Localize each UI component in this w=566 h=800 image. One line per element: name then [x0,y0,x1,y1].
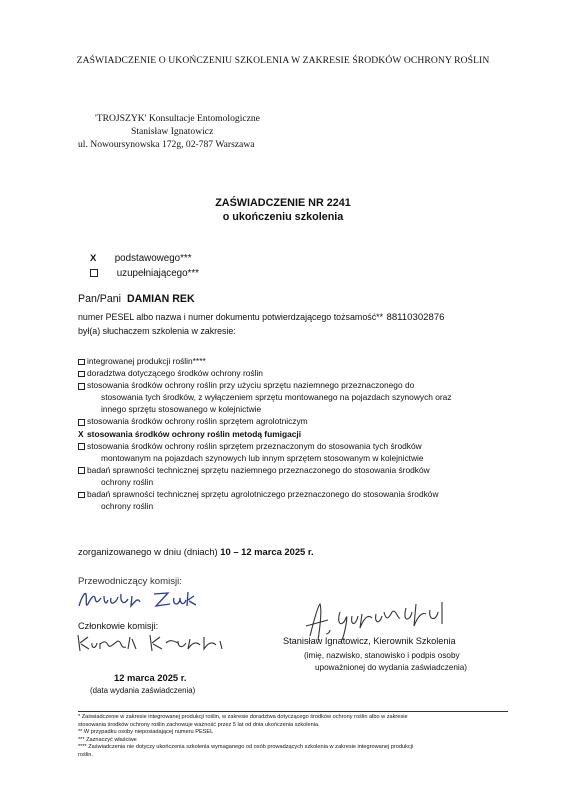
footnote-line: stosowania środków ochrony roślin zachowuje ważność przez 5 lat od dnia ukończenia szkolenia. [78,721,320,728]
issue-date-caption: (data wydania zaświadczenia) [90,686,196,695]
footnote-line: ** W przypadku osoby nieposiadającej numeru PESEL [78,729,214,736]
scope-item-selected: X stosowania środków ochrony roślin metodą fumigacji [78,428,302,439]
organizer-line-2: Stanisław Ignatowicz [131,126,214,137]
checkbox-empty [90,269,98,277]
commission-members-label: Członkowie komisji: [78,621,159,631]
checkbox-empty [78,443,85,450]
checkbox-empty [78,467,85,474]
commission-chair-label: Przewodniczący komisji: [78,576,182,587]
organized-prefix: zorganizowanego w dniu (dniach) [78,546,218,557]
person-prefix: Pan/Pani [78,293,121,305]
checkbox-empty [78,383,85,390]
scope-item: stosowania środków ochrony roślin przy użyciu sprzętu naziemnego przeznaczonego do stosowania tych środków, z wyłączeniem sprzętu montowanego na pojazdach szynowych oraz innego sprzętu stosowanego w kolejnictwie [78,379,508,415]
footnote-line: *** Zaznaczyć właściwe [78,736,137,743]
person-name: DAMIAN REK [126,293,195,305]
checkbox-empty [78,419,85,426]
checkmark-x: X [90,253,97,264]
certificate-number: ZAŚWIADCZENIE NR 2241 [215,197,351,209]
issue-date: 12 marca 2025 r. [114,672,187,683]
footnote-line: **** Zaświadczenia nie dotyczy ukończenia szkolenia wymaganego od osób prowadzących szkolenia w zakresie integrowanej produkcji [78,744,414,751]
organized-dates: 10 – 12 marca 2025 r. [220,546,314,557]
organized-line [78,546,314,557]
person-id-label: numer PESEL albo nazwa i numer dokumentu potwierdzającego tożsamość** [78,312,384,322]
document-header: ZAŚWIADCZENIE O UKOŃCZENIU SZKOLENIA W ZAKRESIE ŚRODKÓW OCHRONY ROŚLIN [76,55,490,66]
footnote-line: roślin. [78,751,93,758]
scope-item: badań sprawności technicznej sprzętu naziemnego przeznaczonego do stosowania środków ochrony roślin [78,464,508,488]
chair-signature [76,586,206,614]
members-signature [74,631,234,655]
organizer-line-1: 'TROJSZYK' Konsultacje Entomologiczne [95,113,260,124]
scope-item: stosowania środków ochrony roślin sprzętem przeznaczonym do stosowania tych środków montowanym na pojazdach szynowych lub innym sprzętem stosowanym w kolejnictwie [78,440,508,464]
scope-item: doradztwa dotyczącego środków ochrony roślin [78,367,508,379]
organizer-line-3: ul. Nowoursynowska 172g, 02-787 Warszawa [78,139,255,150]
training-type-supplementary [90,268,199,279]
checkbox-empty [78,492,85,499]
issuer-name: Stanisław Ignatowicz, Kierownik Szkolenia [283,636,456,646]
footnote-line: * Zaświadczenie w zakresie integrowanej produkcji roślin, w zakresie doradztwa dotyczącego środków ochrony roślin albo w zakresie [78,714,408,720]
person-line [78,293,195,305]
issuer-caption-1: (imię, nazwisko, stanowisko i podpis osoby [304,651,460,660]
training-type-basic-label: podstawowego*** [114,253,192,264]
training-scope-list [78,355,508,512]
training-type-basic [90,253,192,264]
issuer-caption-2: upoważnionej do wydania zaświadczenia) [315,663,468,672]
footnotes [78,711,508,760]
person-id-value: 88110302876 [386,312,445,323]
scope-item: badań sprawności technicznej sprzętu agrolotniczego przeznaczonego do stosowania środków ochrony roślin [78,488,508,512]
checkmark-x: X [78,428,84,439]
listener-text: był(a) słuchaczem szkolenia w zakresie: [78,326,236,336]
checkbox-empty [78,371,85,378]
checkbox-empty [78,359,85,366]
person-id-line [78,312,445,323]
scope-item: stosowania środków ochrony roślin sprzętem agrolotniczym [78,415,508,427]
training-type-supplementary-label: uzupełniającego*** [116,268,199,279]
scope-item: integrowanej produkcji roślin**** [78,355,508,367]
certificate-subtitle: o ukończeniu szkolenia [222,211,344,223]
